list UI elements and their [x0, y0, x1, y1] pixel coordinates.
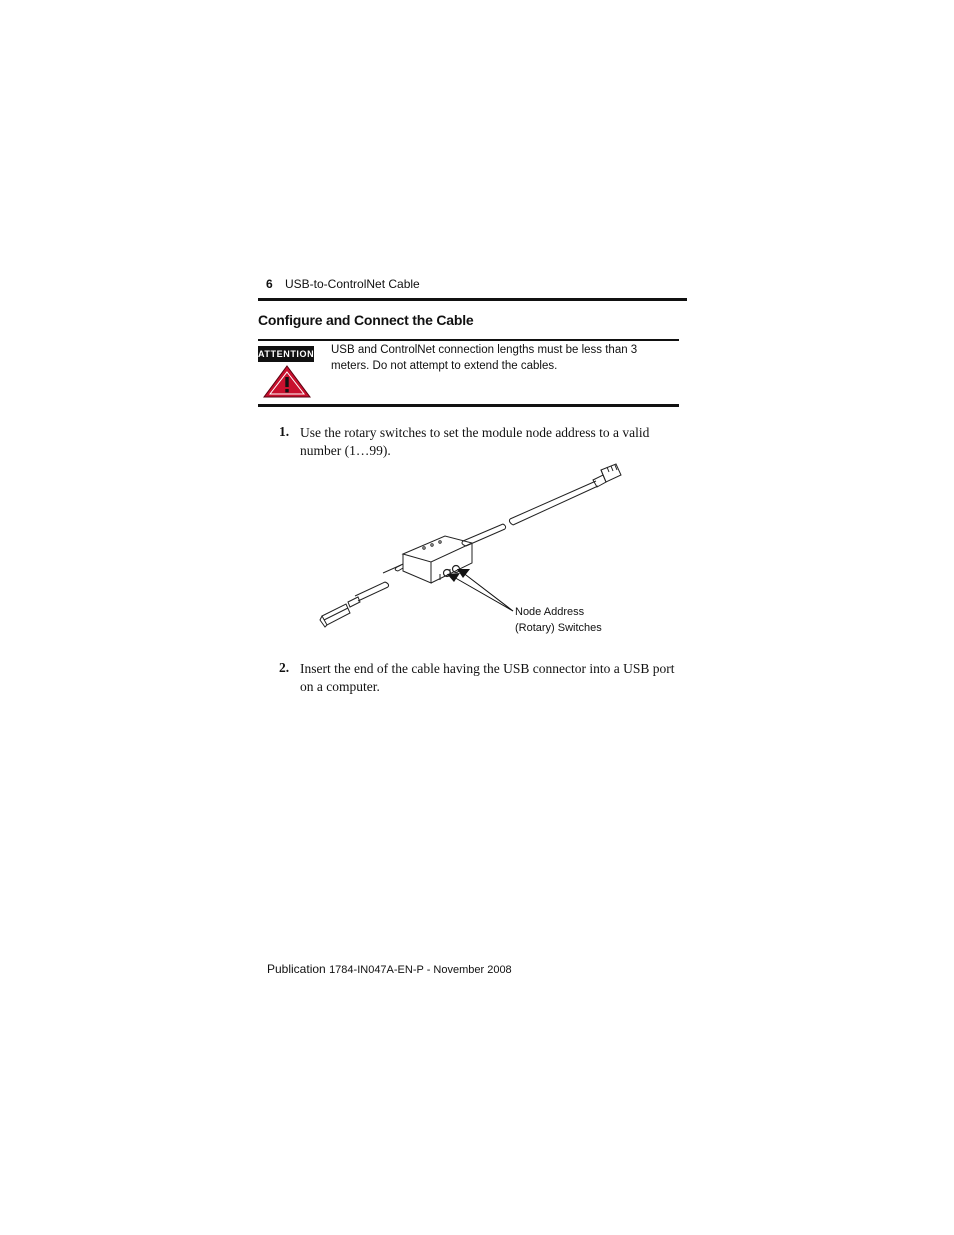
page-number: 6 — [266, 277, 273, 291]
attention-text: USB and ControlNet connection lengths must be less than 3 meters. Do not attempt to extend the cables. — [331, 344, 638, 372]
attention-rule-bottom — [258, 404, 679, 407]
section-title: Configure and Connect the Cable — [258, 312, 474, 328]
footer — [267, 962, 512, 976]
callout-arrows — [447, 569, 513, 611]
step-2-text: Insert the end of the cable having the USB connector into a USB port on a computer. — [300, 661, 675, 694]
step-2-number: 2. — [279, 660, 290, 675]
running-title: USB-to-ControlNet Cable — [285, 277, 420, 291]
usb-connector-icon — [320, 597, 360, 627]
rj-connector-icon — [593, 464, 621, 487]
step-1-text: Use the rotary switches to set the module node address to a valid number (1…99). — [300, 425, 650, 458]
footer-publication-label: Publication — [267, 962, 326, 976]
header-rule — [258, 298, 687, 301]
step-1-number: 1. — [279, 424, 290, 439]
warning-triangle-icon — [262, 364, 312, 399]
attention-label: ATTENTION — [258, 346, 314, 362]
attention-rule-top — [258, 339, 679, 341]
callout-line-2: (Rotary) Switches — [515, 622, 602, 634]
footer-publication-number: 1784-IN047A-EN-P - November 2008 — [329, 964, 512, 976]
callout-line-1: Node Address — [515, 606, 585, 618]
